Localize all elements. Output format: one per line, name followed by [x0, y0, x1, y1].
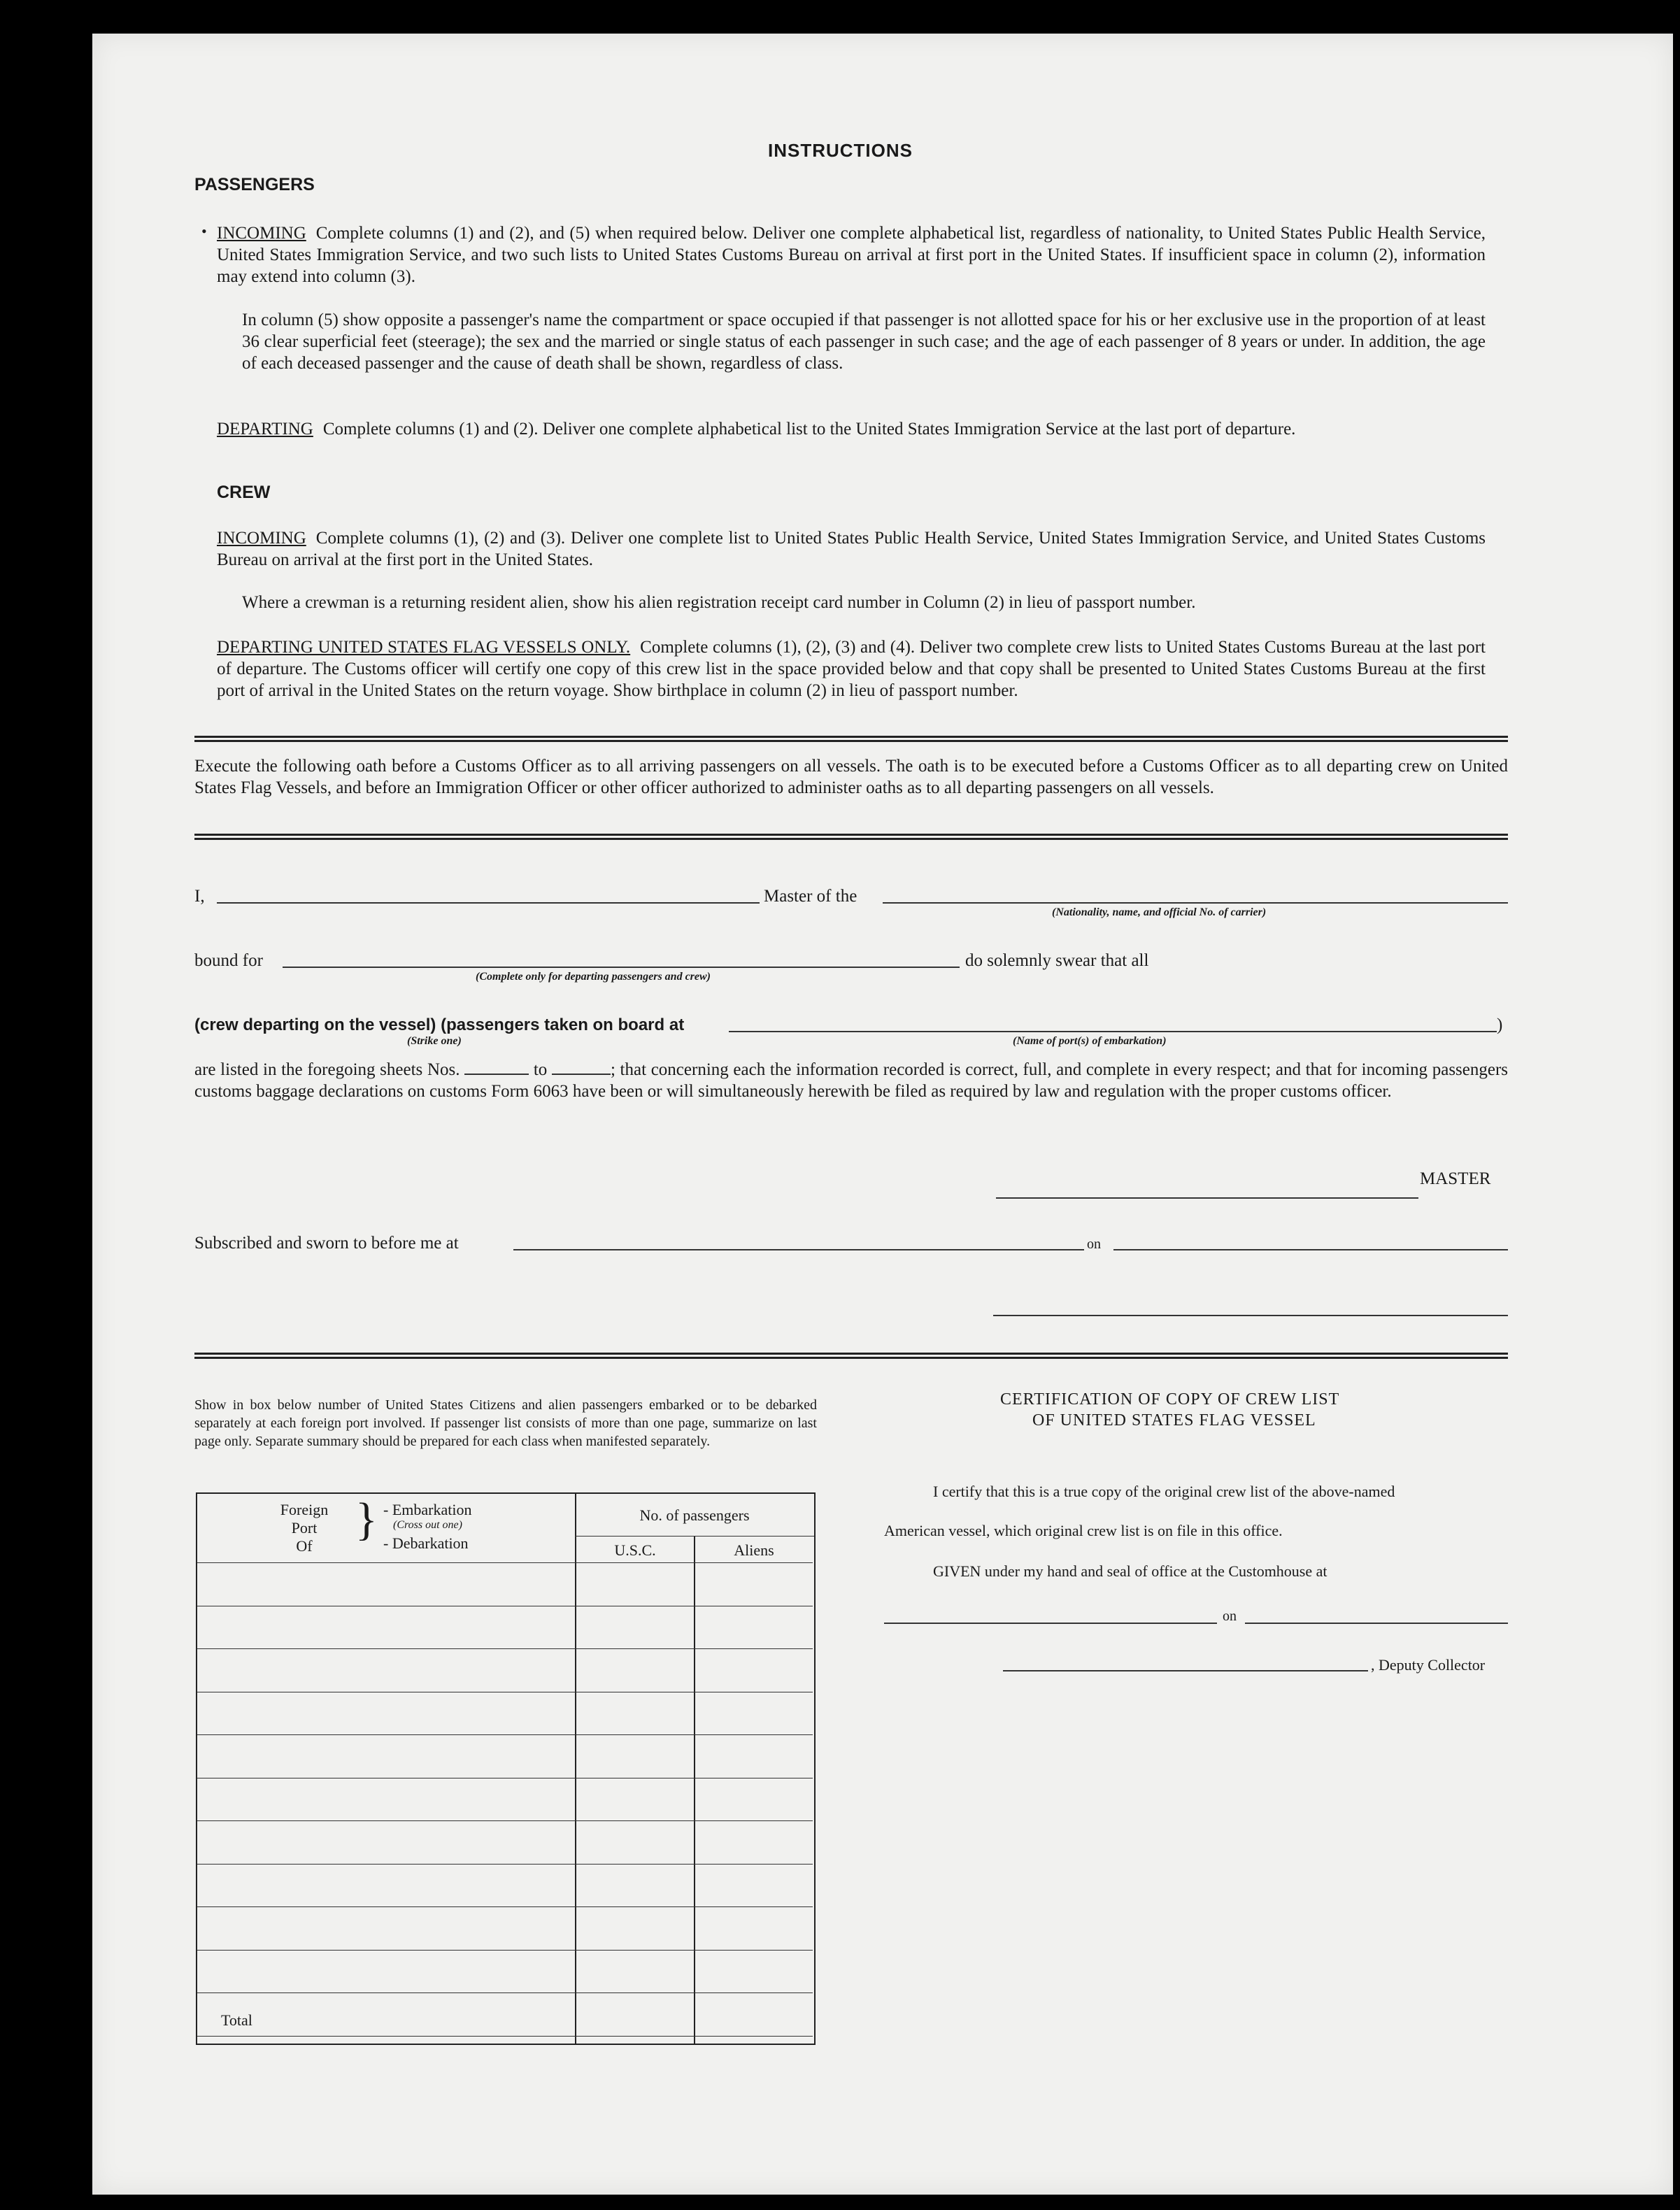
bound-for-caption: (Complete only for departing passengers and crew) — [476, 971, 711, 983]
table-row — [197, 1820, 813, 1821]
passengers-heading: PASSENGERS — [194, 175, 315, 194]
strike-one-caption: (Strike one) — [407, 1035, 462, 1047]
debarkation-label: - Debarkation — [383, 1534, 469, 1552]
listed-text-2: ; that concerning each the information recorded is correct, full, and complete in every respect; and that for incoming passengers customs baggage declarations on customs Form 6063 have been or will simultaneously herewith be filed as required by law and regulation with the proper customs officer. — [194, 1060, 1509, 1101]
crew-alien-paragraph — [242, 592, 1486, 613]
oath-intro-paragraph — [194, 755, 1508, 799]
passengers-incoming-text: Complete columns (1) and (2), and (5) when required below. Deliver one complete alphabetical list, regardless of nationality, to United States Public Health Service, United States Immigration Service, and two such lists to United States Customs Bureau on arrival at first port in the United States. If insufficient space in column (2), information may extend into column (3). — [217, 224, 1486, 286]
embarkation-label: - Embarkation — [383, 1501, 472, 1518]
oath-intro-text: Execute the following oath before a Customs Officer as to all arriving passengers on all vessels. The oath is to be executed before a Customs Officer as to all departing crew on United States Flag Vessels, and before an Immigration Officer or other officer authorized to administer oaths as to all departing passengers on all vessels. — [194, 757, 1508, 797]
port-label: Port — [291, 1519, 318, 1537]
deputy-collector-label: , Deputy Collector — [1371, 1656, 1486, 1674]
cross-out-label: (Cross out one) — [393, 1519, 462, 1531]
listed-text-1: are listed in the foregoing sheets Nos. — [194, 1060, 460, 1079]
cert-date-field[interactable] — [1245, 1623, 1508, 1624]
table-row — [197, 1648, 813, 1649]
oath-i-label: I, — [194, 887, 205, 906]
section-divider — [194, 736, 1508, 742]
embarkation-port-field[interactable] — [729, 1031, 1497, 1032]
aliens-column-header: Aliens — [734, 1541, 774, 1559]
master-signature-field[interactable] — [996, 1197, 1418, 1199]
no-passengers-label: No. of passengers — [639, 1506, 750, 1524]
bullet-mark: • — [201, 222, 207, 240]
master-label: MASTER — [1420, 1169, 1491, 1188]
carrier-field[interactable] — [883, 902, 1508, 904]
summary-instructions — [194, 1396, 817, 1450]
table-row — [197, 1734, 813, 1735]
cert-on-label: on — [1223, 1609, 1237, 1624]
crew-departing-paragraph — [217, 636, 1486, 701]
certify-text-2: American vessel, which original crew list is on file in this office. — [884, 1522, 1283, 1539]
passengers-incoming-label: INCOMING — [217, 224, 306, 243]
section-divider — [194, 834, 1508, 840]
table-row — [197, 1864, 813, 1865]
listed-to: to — [533, 1060, 548, 1079]
table-row — [197, 2036, 813, 2037]
passengers-departing-text: Complete columns (1) and (2). Deliver one complete alphabetical list to the United States Immigration Service at the last port of departure. — [322, 420, 1296, 439]
given-text: GIVEN under my hand and seal of office at the Customhouse at — [933, 1562, 1327, 1580]
port-caption: (Name of port(s) of embarkation) — [1013, 1035, 1167, 1047]
table-row — [197, 1906, 813, 1907]
brace-icon: } — [355, 1494, 378, 1545]
foreign-label: Foreign — [280, 1501, 329, 1518]
passengers-departing-paragraph — [217, 418, 1486, 440]
crew-incoming-text: Complete columns (1), (2) and (3). Deliver one complete list to United States Public Health Service, United States Immigration Service, and United States Customs Bureau on arrival at the first port in the United States. — [217, 529, 1486, 569]
master-name-field[interactable] — [217, 902, 760, 904]
master-of-label: Master of the — [764, 887, 857, 906]
certify-text-1: I certify that this is a true copy of the original crew list of the above-named — [933, 1483, 1395, 1500]
bound-for-label: bound for — [194, 951, 263, 970]
summary-instructions-text: Show in box below number of United States Citizens and alien passengers embarked or to be debarked separately at each foreign port involved. If passenger list consists of more than one page, summarize on last page only. Separate summary should be prepared for each class when manifested separately. — [194, 1397, 817, 1449]
section-divider — [194, 1353, 1508, 1359]
passengers-column5-text: In column (5) show opposite a passenger's name the compartment or space occupied if that passenger is not allotted space for his or her exclusive use in the proportion of at least 36 clear superficial feet (steerage); the sex and the married or single status of each passenger in such case; and the age of each passenger of 8 years or under. In addition, the age of each deceased passenger and the cause of death shall be shown, regardless of class. — [242, 311, 1486, 373]
table-row — [197, 1562, 813, 1563]
table-row — [197, 1950, 813, 1951]
crew-heading: CREW — [217, 483, 271, 502]
certification-title-2: OF UNITED STATES FLAG VESSEL — [1032, 1411, 1316, 1430]
total-label: Total — [221, 2011, 252, 2029]
crew-departing-text: Complete columns (1), (2), (3) and (4). Deliver two complete crew lists to United States Customs Bureau at the last port of departure. The Customs officer will certify one copy of this crew list in the space provided below and that copy shall be presented to United States Customs Bureau at the first port of arrival in the United States on the return voyage. Show birthplace in column (2) in lieu of passport number. — [217, 638, 1486, 700]
crew-alien-text: Where a crewman is a returning resident alien, show his alien registration receipt card number in Column (2) in lieu of passport number. — [242, 593, 1196, 612]
officer-signature-field[interactable] — [993, 1315, 1508, 1316]
swear-label: do solemnly swear that all — [965, 951, 1149, 970]
passengers-column5-paragraph — [242, 309, 1486, 374]
bound-for-field[interactable] — [283, 967, 960, 968]
passenger-summary-table — [196, 1492, 816, 2045]
carrier-caption: (Nationality, name, and official No. of carrier) — [1052, 906, 1267, 918]
crew-incoming-paragraph — [217, 527, 1486, 571]
sworn-date-field[interactable] — [1113, 1249, 1508, 1250]
sheet-from-field[interactable] — [464, 1074, 529, 1075]
customhouse-field[interactable] — [884, 1623, 1217, 1624]
listed-paragraph — [194, 1059, 1508, 1102]
close-paren: ) — [1497, 1015, 1503, 1034]
deputy-signature-field[interactable] — [1003, 1670, 1368, 1671]
of-label: Of — [296, 1537, 313, 1555]
sheet-to-field[interactable] — [552, 1074, 611, 1075]
table-divider — [694, 1536, 695, 2044]
crew-incoming-label: INCOMING — [217, 529, 306, 548]
passengers-departing-label: DEPARTING — [217, 420, 313, 439]
sworn-place-field[interactable] — [513, 1249, 1084, 1250]
table-subheader-rule — [575, 1536, 814, 1537]
page-title: INSTRUCTIONS — [768, 140, 913, 161]
table-divider — [575, 1492, 576, 2044]
usc-column-header: U.S.C. — [614, 1541, 656, 1559]
passengers-incoming-paragraph — [217, 222, 1486, 287]
crew-departing-option: (crew departing on the vessel) (passengers taken on board at — [194, 1015, 685, 1034]
crew-departing-label: DEPARTING UNITED STATES FLAG VESSELS ONLY. — [217, 638, 631, 657]
subscribed-label: Subscribed and sworn to before me at — [194, 1234, 459, 1253]
certification-title-1: CERTIFICATION OF COPY OF CREW LIST — [1000, 1390, 1340, 1409]
sworn-on-label: on — [1087, 1236, 1101, 1252]
table-row — [197, 1992, 813, 1993]
